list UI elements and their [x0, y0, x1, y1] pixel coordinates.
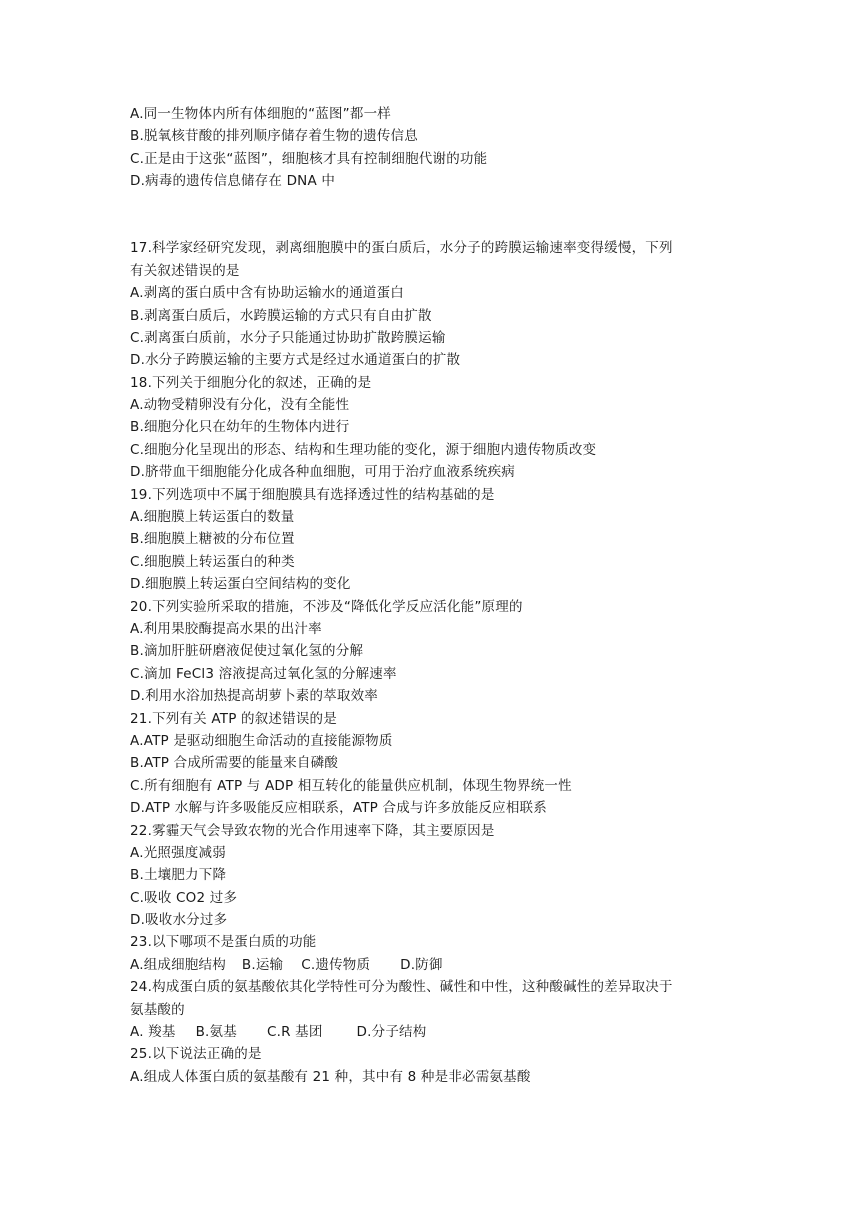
q25-option-a: A.组成人体蛋白质的氨基酸有 21 种，其中有 8 种是非必需氨基酸 — [130, 1068, 531, 1085]
q20-option-c: C.滴加 FeCl3 溶液提高过氧化氢的分解速率 — [130, 665, 397, 682]
q18-option-d: D.脐带血干细胞能分化成各种血细胞，可用于治疗血液系统疾病 — [130, 464, 515, 481]
q21-option-a: A.ATP 是驱动细胞生命活动的直接能源物质 — [130, 732, 393, 749]
q23-option-b: B.运输 — [241, 956, 284, 973]
q24-option-d: D.分子结构 — [356, 1024, 427, 1041]
q25-stem: 25.以下说法正确的是 — [130, 1046, 262, 1063]
q23-option-a: A.组成细胞结构 — [130, 956, 226, 973]
q22-option-b: B.土壤肥力下降 — [130, 867, 227, 884]
q23-option-c: C.遗传物质 — [301, 956, 371, 973]
q24-option-b: B.氨基 — [195, 1024, 237, 1041]
q20-option-b: B.滴加肝脏研磨液促使过氧化氢的分解 — [130, 643, 364, 660]
q22-option-a: A.光照强度减弱 — [130, 844, 226, 861]
q22-option-d: D.吸收水分过多 — [130, 912, 228, 929]
q17-stem-line1: 17.科学家经研究发现，剥离细胞膜中的蛋白质后，水分子的跨膜运输速率变得缓慢，下列 — [130, 240, 673, 257]
q23-stem: 23.以下哪项不是蛋白质的功能 — [130, 934, 317, 951]
q24-options-row — [130, 1021, 720, 1043]
q20-option-a: A.利用果胶酶提高水果的出汁率 — [130, 621, 322, 637]
q18-option-c: C.细胞分化呈现出的形态、结构和生理功能的变化，源于细胞内遗传物质改变 — [130, 441, 597, 458]
q19-stem: 19.下列选项中不属于细胞膜具有选择透过性的结构基础的是 — [130, 486, 495, 503]
q16-option-b: B.脱氧核苷酸的排列顺序储存着生物的遗传信息 — [130, 128, 418, 145]
q17-option-d: D.水分子跨膜运输的主要方式是经过水通道蛋白的扩散 — [130, 352, 461, 369]
q21-option-c: C.所有细胞有 ATP 与 ADP 相互转化的能量供应机制，体现生物界统一性 — [130, 777, 572, 794]
q18-option-b: B.细胞分化只在幼年的生物体内进行 — [130, 419, 350, 436]
q16-option-d: D.病毒的遗传信息储存在 DNA 中 — [130, 173, 336, 190]
q21-option-b: B.ATP 合成所需要的能量来自磷酸 — [130, 755, 339, 772]
q23-option-d: D.防御 — [400, 956, 443, 973]
blank-spacer — [130, 193, 720, 238]
q19-option-d: D.细胞膜上转运蛋白空间结构的变化 — [130, 576, 351, 593]
q22-option-c: C.吸收 CO2 过多 — [130, 889, 238, 906]
q16-option-a: A.同一生物体内所有体细胞的“蓝图”都一样 — [130, 106, 391, 122]
q24-stem-line1: 24.构成蛋白质的氨基酸依其化学特性可分为酸性、碱性和中性，这种酸碱性的差异取决于 — [130, 979, 673, 996]
q21-stem: 21.下列有关 ATP 的叙述错误的是 — [130, 710, 337, 727]
q18-stem: 18.下列关于细胞分化的叙述，正确的是 — [130, 374, 372, 391]
q18-option-a: A.动物受精卵没有分化，没有全能性 — [130, 397, 350, 414]
q17-stem-line2: 有关叙述错误的是 — [130, 262, 240, 279]
q16-option-c: C.正是由于这张“蓝图”，细胞核才具有控制细胞代谢的功能 — [130, 150, 488, 167]
q22-stem: 22.雾霾天气会导致农物的光合作用速率下降，其主要原因是 — [130, 822, 495, 839]
q21-option-d: D.ATP 水解与许多吸能反应相联系，ATP 合成与许多放能反应相联系 — [130, 800, 547, 817]
q23-options-row — [130, 954, 720, 976]
q24-option-a: A. 羧基 — [130, 1024, 176, 1041]
q17-option-a: A.剥离的蛋白质中含有协助运输水的通道蛋白 — [130, 285, 404, 302]
q19-option-b: B.细胞膜上糖被的分布位置 — [130, 531, 295, 548]
q19-option-a: A.细胞膜上转运蛋白的数量 — [130, 509, 295, 526]
question-text-block — [130, 103, 720, 1088]
q20-stem: 20.下列实验所采取的措施，不涉及“降低化学反应活化能”原理的 — [130, 598, 523, 615]
q17-option-b: B.剥离蛋白质后，水跨膜运输的方式只有自由扩散 — [130, 307, 432, 324]
q24-option-c: C.R 基团 — [266, 1024, 323, 1041]
q19-option-c: C.细胞膜上转运蛋白的种类 — [130, 553, 295, 570]
q20-option-d: D.利用水浴加热提高胡萝卜素的萃取效率 — [130, 688, 378, 705]
q17-option-c: C.剥离蛋白质前，水分子只能通过协助扩散跨膜运输 — [130, 329, 446, 346]
q24-stem-line2: 氨基酸的 — [130, 1001, 185, 1018]
